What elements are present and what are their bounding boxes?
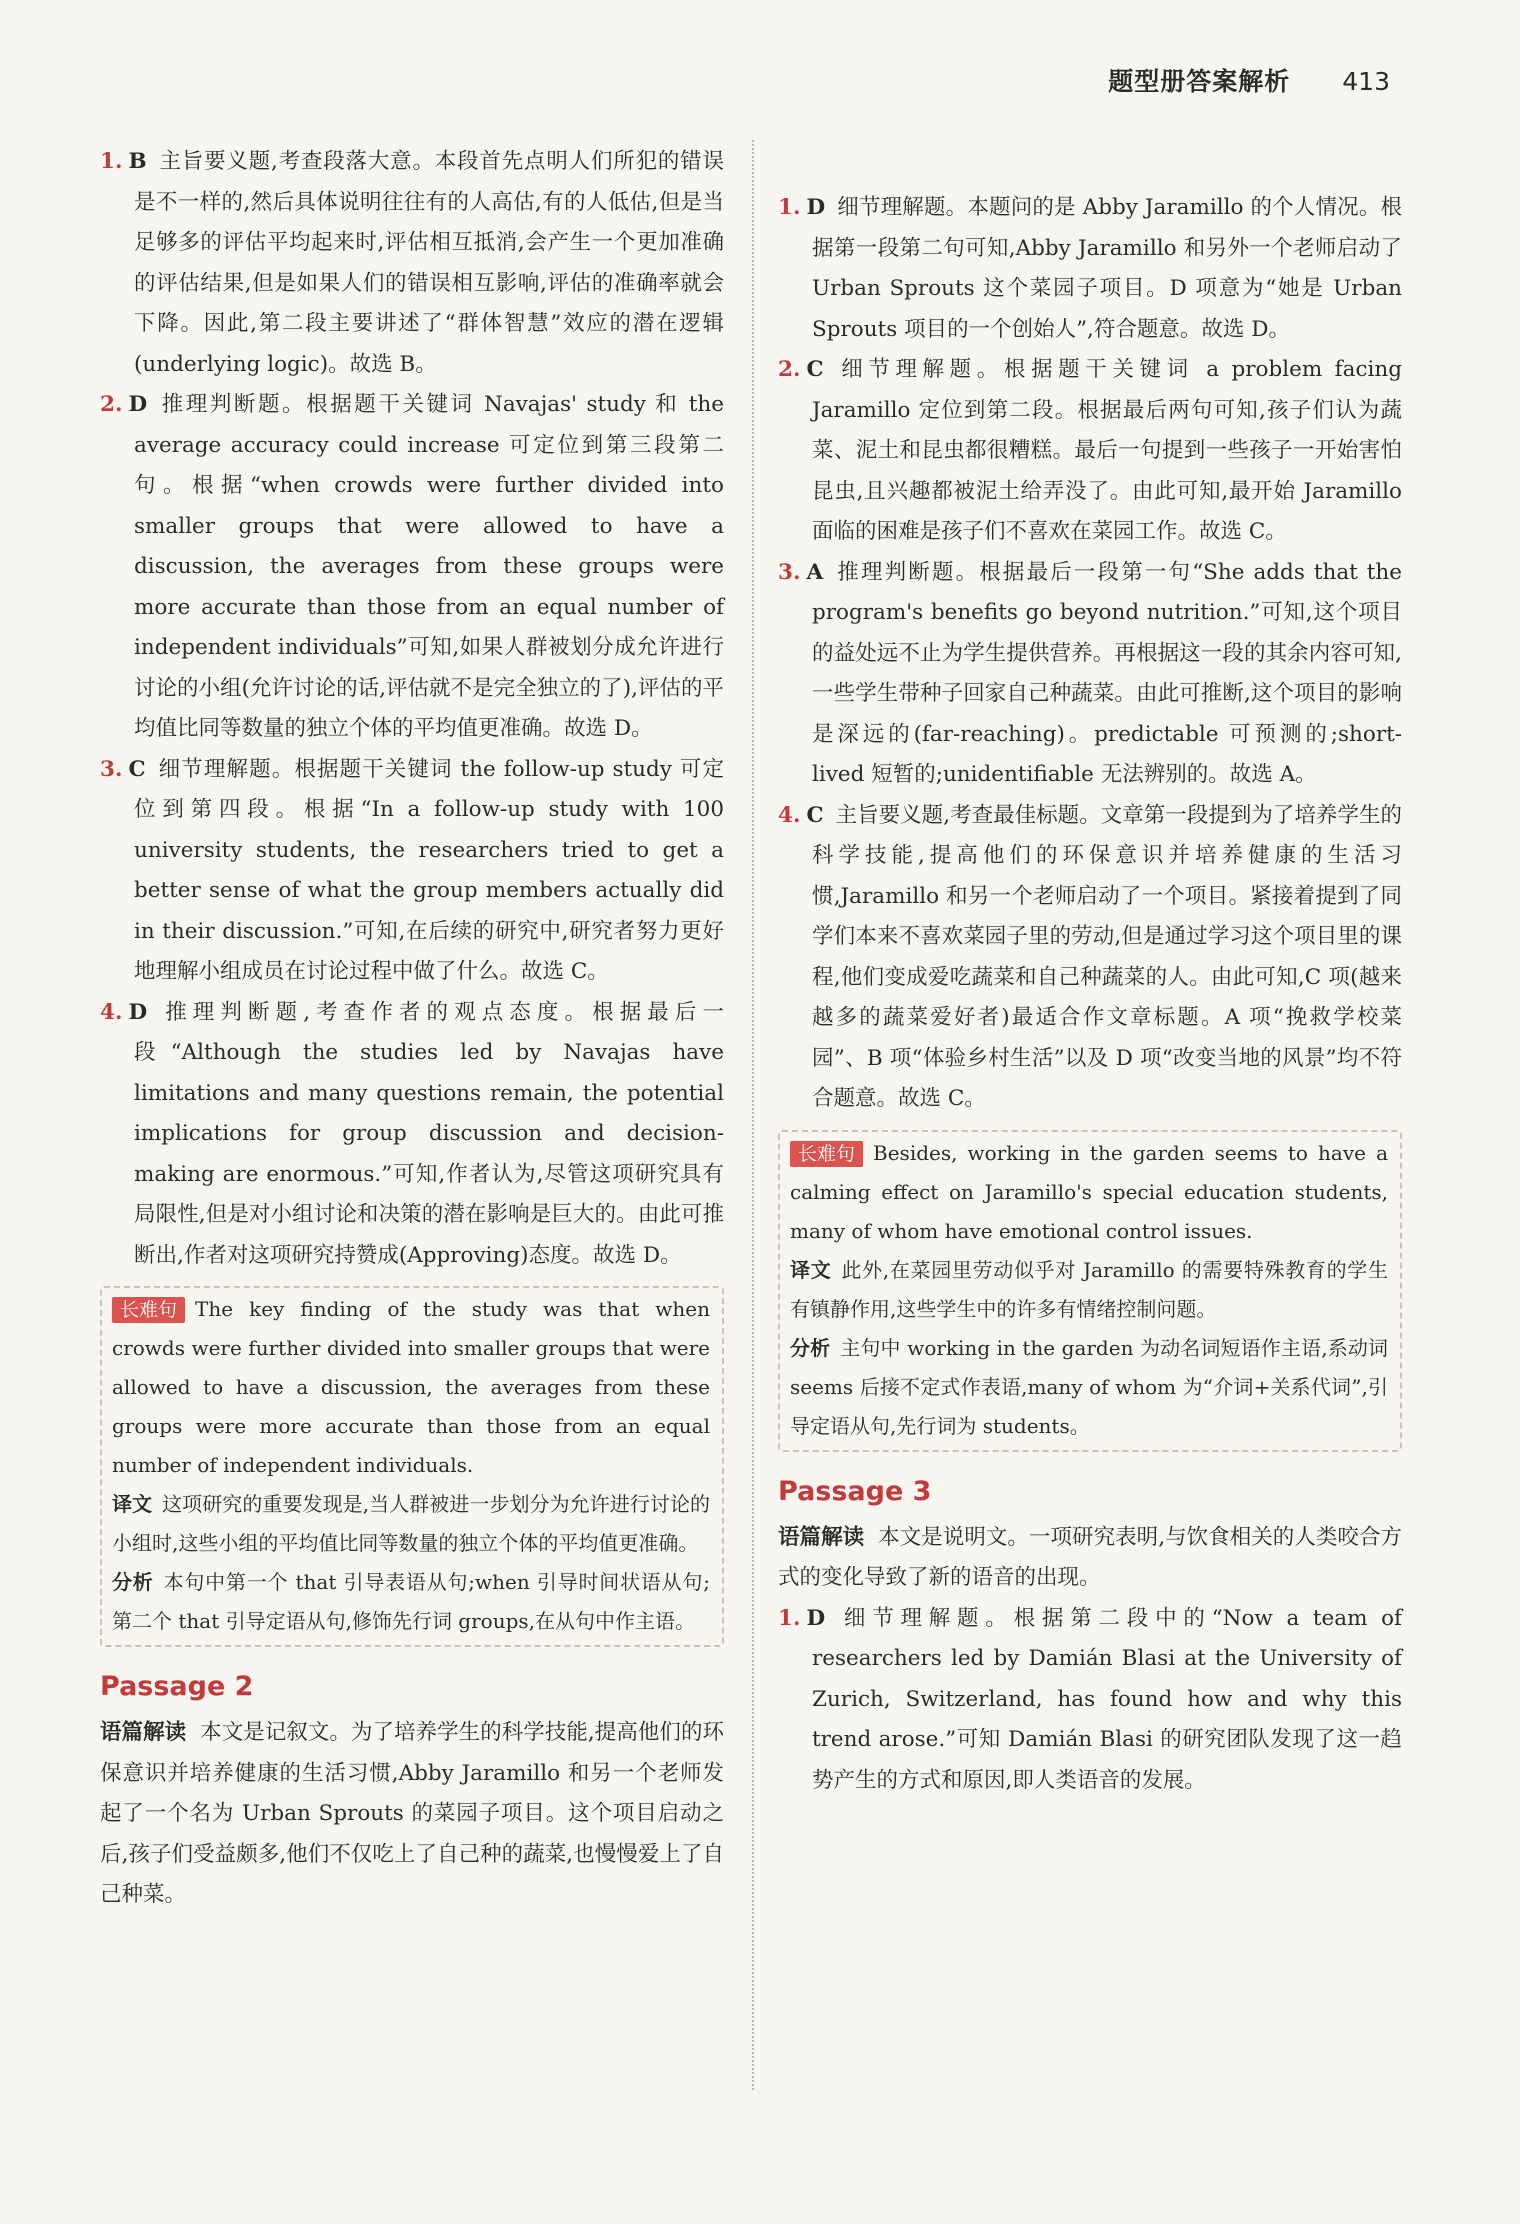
passage-intro: [778, 1518, 1402, 1599]
item-explanation: 主旨要义题,考查段落大意。本段首先点明人们所犯的错误是不一样的,然后具体说明往往有的人高估,有的人低估,但是当足够多的评估平均起来时,评估相互抵消,会产生一个更加准确的评估结果,但是如果人们的错误相互影响,评估的准确率就会下降。因此,第二段主要讲述了“群体智慧”效应的潜在逻辑(underlying logic)。故选 B。: [134, 149, 724, 377]
translation-label: 译文: [790, 1257, 832, 1282]
answer-item: [778, 1599, 1402, 1802]
answer-item: [100, 385, 724, 750]
translation-text: 此外,在菜园里劳动似乎对 Jaramillo 的需要特殊教育的学生有镇静作用,这些学生中的许多有情绪控制问题。: [790, 1257, 1388, 1321]
column-divider: [752, 140, 754, 2090]
item-answer: C: [806, 802, 824, 828]
analysis-label: 分析: [112, 1570, 154, 1594]
item-number: 4.: [100, 999, 123, 1025]
intro-label: 语篇解读: [100, 1720, 187, 1745]
item-number: 1.: [778, 1605, 801, 1631]
item-answer: C: [128, 756, 146, 782]
answer-item: [778, 188, 1402, 350]
page-header: [1108, 62, 1390, 98]
passage-title: Passage 3: [778, 1475, 932, 1507]
intro-text: 本文是记叙文。为了培养学生的科学技能,提高他们的环保意识并培养健康的生活习惯,Abby Jaramillo 和另一个老师发起了一个名为 Urban Sprouts 的菜园子项目。这个项目启动之后,孩子们受益颇多,他们不仅吃上了自己种的蔬菜,也慢慢爱上了自己种菜。: [100, 1720, 724, 1907]
translation-text: 这项研究的重要发现是,当人群被进一步划分为允许进行讨论的小组时,这些小组的平均值比同等数量的独立个体的平均值更准确。: [112, 1492, 711, 1555]
item-number: 1.: [778, 195, 801, 220]
passage-title: Passage 2: [100, 1671, 254, 1702]
long-sentence-text: Besides, working in the garden seems to have a calming effect on Jaramillo's special education students, many of whom have emotional control issues.: [790, 1140, 1388, 1243]
item-answer: D: [806, 1605, 826, 1631]
passage-intro: [100, 1713, 724, 1916]
item-explanation: 推理判断题。根据题干关键词 Navajas' study 和 the average accuracy could increase 可定位到第三段第二句。根据“when crowds were further divided into smaller groups that were allowed to have a discussion, the averages from these groups were more accurate than those from an equal number of independent individuals”可知,如果人群被划分成允许进行讨论的小组(允许讨论的话,评估就不是完全独立的了),评估的平均值比同等数量的独立个体的平均值更准确。故选 D。: [134, 392, 724, 741]
translation-label: 译文: [112, 1492, 153, 1516]
item-number: 4.: [778, 802, 801, 828]
page-number: 413: [1342, 67, 1390, 96]
item-answer: C: [806, 357, 824, 382]
item-explanation: 细节理解题。根据题干关键词 the follow-up study 可定位到第四段。根据“In a follow-up study with 100 university students, the researchers tried to get a better sense of what the group members actually did in their discussion.”可知,在后续的研究中,研究者努力更好地理解小组成员在讨论过程中做了什么。故选 C。: [134, 756, 724, 984]
item-explanation: 主旨要义题,考查最佳标题。文章第一段提到为了培养学生的科学技能,提高他们的环保意识并培养健康的生活习惯,Jaramillo 和另一个老师启动了一个项目。紧接着提到了同学们本来不喜欢菜园子里的劳动,但是通过学习这个项目里的课程,他们变成爱吃蔬菜和自己种蔬菜的人。由此可知,C 项(越来越多的蔬菜爱好者)最适合作文章标题。A 项“挽救学校菜园”、B 项“体验乡村生活”以及 D 项“改变当地的风景”均不符合题意。故选 C。: [812, 802, 1402, 1111]
long-sentence-tag: 长难句: [790, 1141, 863, 1167]
left-column: [100, 142, 724, 1916]
item-explanation: 推理判断题。根据最后一段第一句“She adds that the program's benefits go beyond nutrition.”可知,这个项目的益处远不止为学生提供营养。再根据这一段的其余内容可知,一些学生带种子回家自己种蔬菜。由此可推断,这个项目的影响是深远的(far-reaching)。predictable 可预测的;short-lived 短暂的;unidentifiable 无法辨别的。故选 A。: [812, 559, 1402, 787]
analysis-text: 主句中 working in the garden 为动名词短语作主语,系动词 seems 后接不定式作表语,many of whom 为“介词+关系代词”,引导定语从句,先行词为 students。: [790, 1335, 1388, 1438]
long-sentence-box: [778, 1130, 1402, 1452]
answer-item: [100, 993, 724, 1277]
intro-label: 语篇解读: [778, 1524, 865, 1550]
intro-text: 本文是说明文。一项研究表明,与饮食相关的人类咬合方式的变化导致了新的语音的出现。: [778, 1524, 1402, 1590]
long-sentence-box: [100, 1286, 724, 1647]
long-sentence-text: The key finding of the study was that when crowds were further divided into smaller groups that were allowed to have a discussion, the averages from these groups were more accurate than those from an equal number of independent individuals.: [112, 1297, 710, 1477]
item-answer: D: [128, 392, 148, 417]
section-title: 题型册答案解析: [1108, 67, 1291, 96]
item-explanation: 细节理解题。根据题干关键词 a problem facing Jaramillo 定位到第二段。根据最后两句可知,孩子们认为蔬菜、泥土和昆虫都很糟糕。最后一句提到一些孩子一开始害怕昆虫,且兴趣都被泥土给弄没了。由此可知,最开始 Jaramillo 面临的困难是孩子们不喜欢在菜园工作。故选 C。: [812, 357, 1402, 544]
item-explanation: 细节理解题。根据第二段中的“Now a team of researchers led by Damián Blasi at the University of Zurich, Switzerland, has found how and why this trend arose.”可知 Damián Blasi 的研究团队发现了这一趋势产生的方式和原因,即人类语音的发展。: [812, 1605, 1402, 1793]
item-answer: B: [128, 149, 147, 174]
item-answer: D: [806, 195, 826, 220]
answer-item: [100, 750, 724, 993]
item-explanation: 推理判断题,考查作者的观点态度。根据最后一段“Although the studies led by Navajas have limitations and many questions remain, the potential implications for group discussion and decision-making are enormous.”可知,作者认为,尽管这项研究具有局限性,但是对小组讨论和决策的潜在影响是巨大的。由此可推断出,作者对这项研究持赞成(Approving)态度。故选 D。: [134, 999, 724, 1268]
answer-item: [778, 796, 1402, 1120]
item-number: 3.: [778, 559, 801, 585]
long-sentence-tag: 长难句: [112, 1297, 185, 1323]
item-number: 3.: [100, 756, 123, 782]
answer-item: [778, 350, 1402, 553]
item-answer: A: [806, 559, 824, 585]
answer-item: [100, 142, 724, 385]
item-number: 2.: [778, 357, 801, 382]
item-answer: D: [128, 999, 148, 1025]
item-number: 1.: [100, 149, 123, 174]
right-column: [778, 188, 1402, 1801]
item-explanation: 细节理解题。本题问的是 Abby Jaramillo 的个人情况。根据第一段第二句可知,Abby Jaramillo 和另外一个老师启动了 Urban Sprouts 这个菜园子项目。D 项意为“她是 Urban Sprouts 项目的一个创始人”,符合题意。故选 D。: [812, 195, 1402, 342]
item-number: 2.: [100, 392, 123, 417]
analysis-label: 分析: [790, 1335, 831, 1360]
answer-item: [778, 553, 1402, 796]
analysis-text: 本句中第一个 that 引导表语从句;when 引导时间状语从句;第二个 that 引导定语从句,修饰先行词 groups,在从句中作主语。: [112, 1570, 710, 1633]
